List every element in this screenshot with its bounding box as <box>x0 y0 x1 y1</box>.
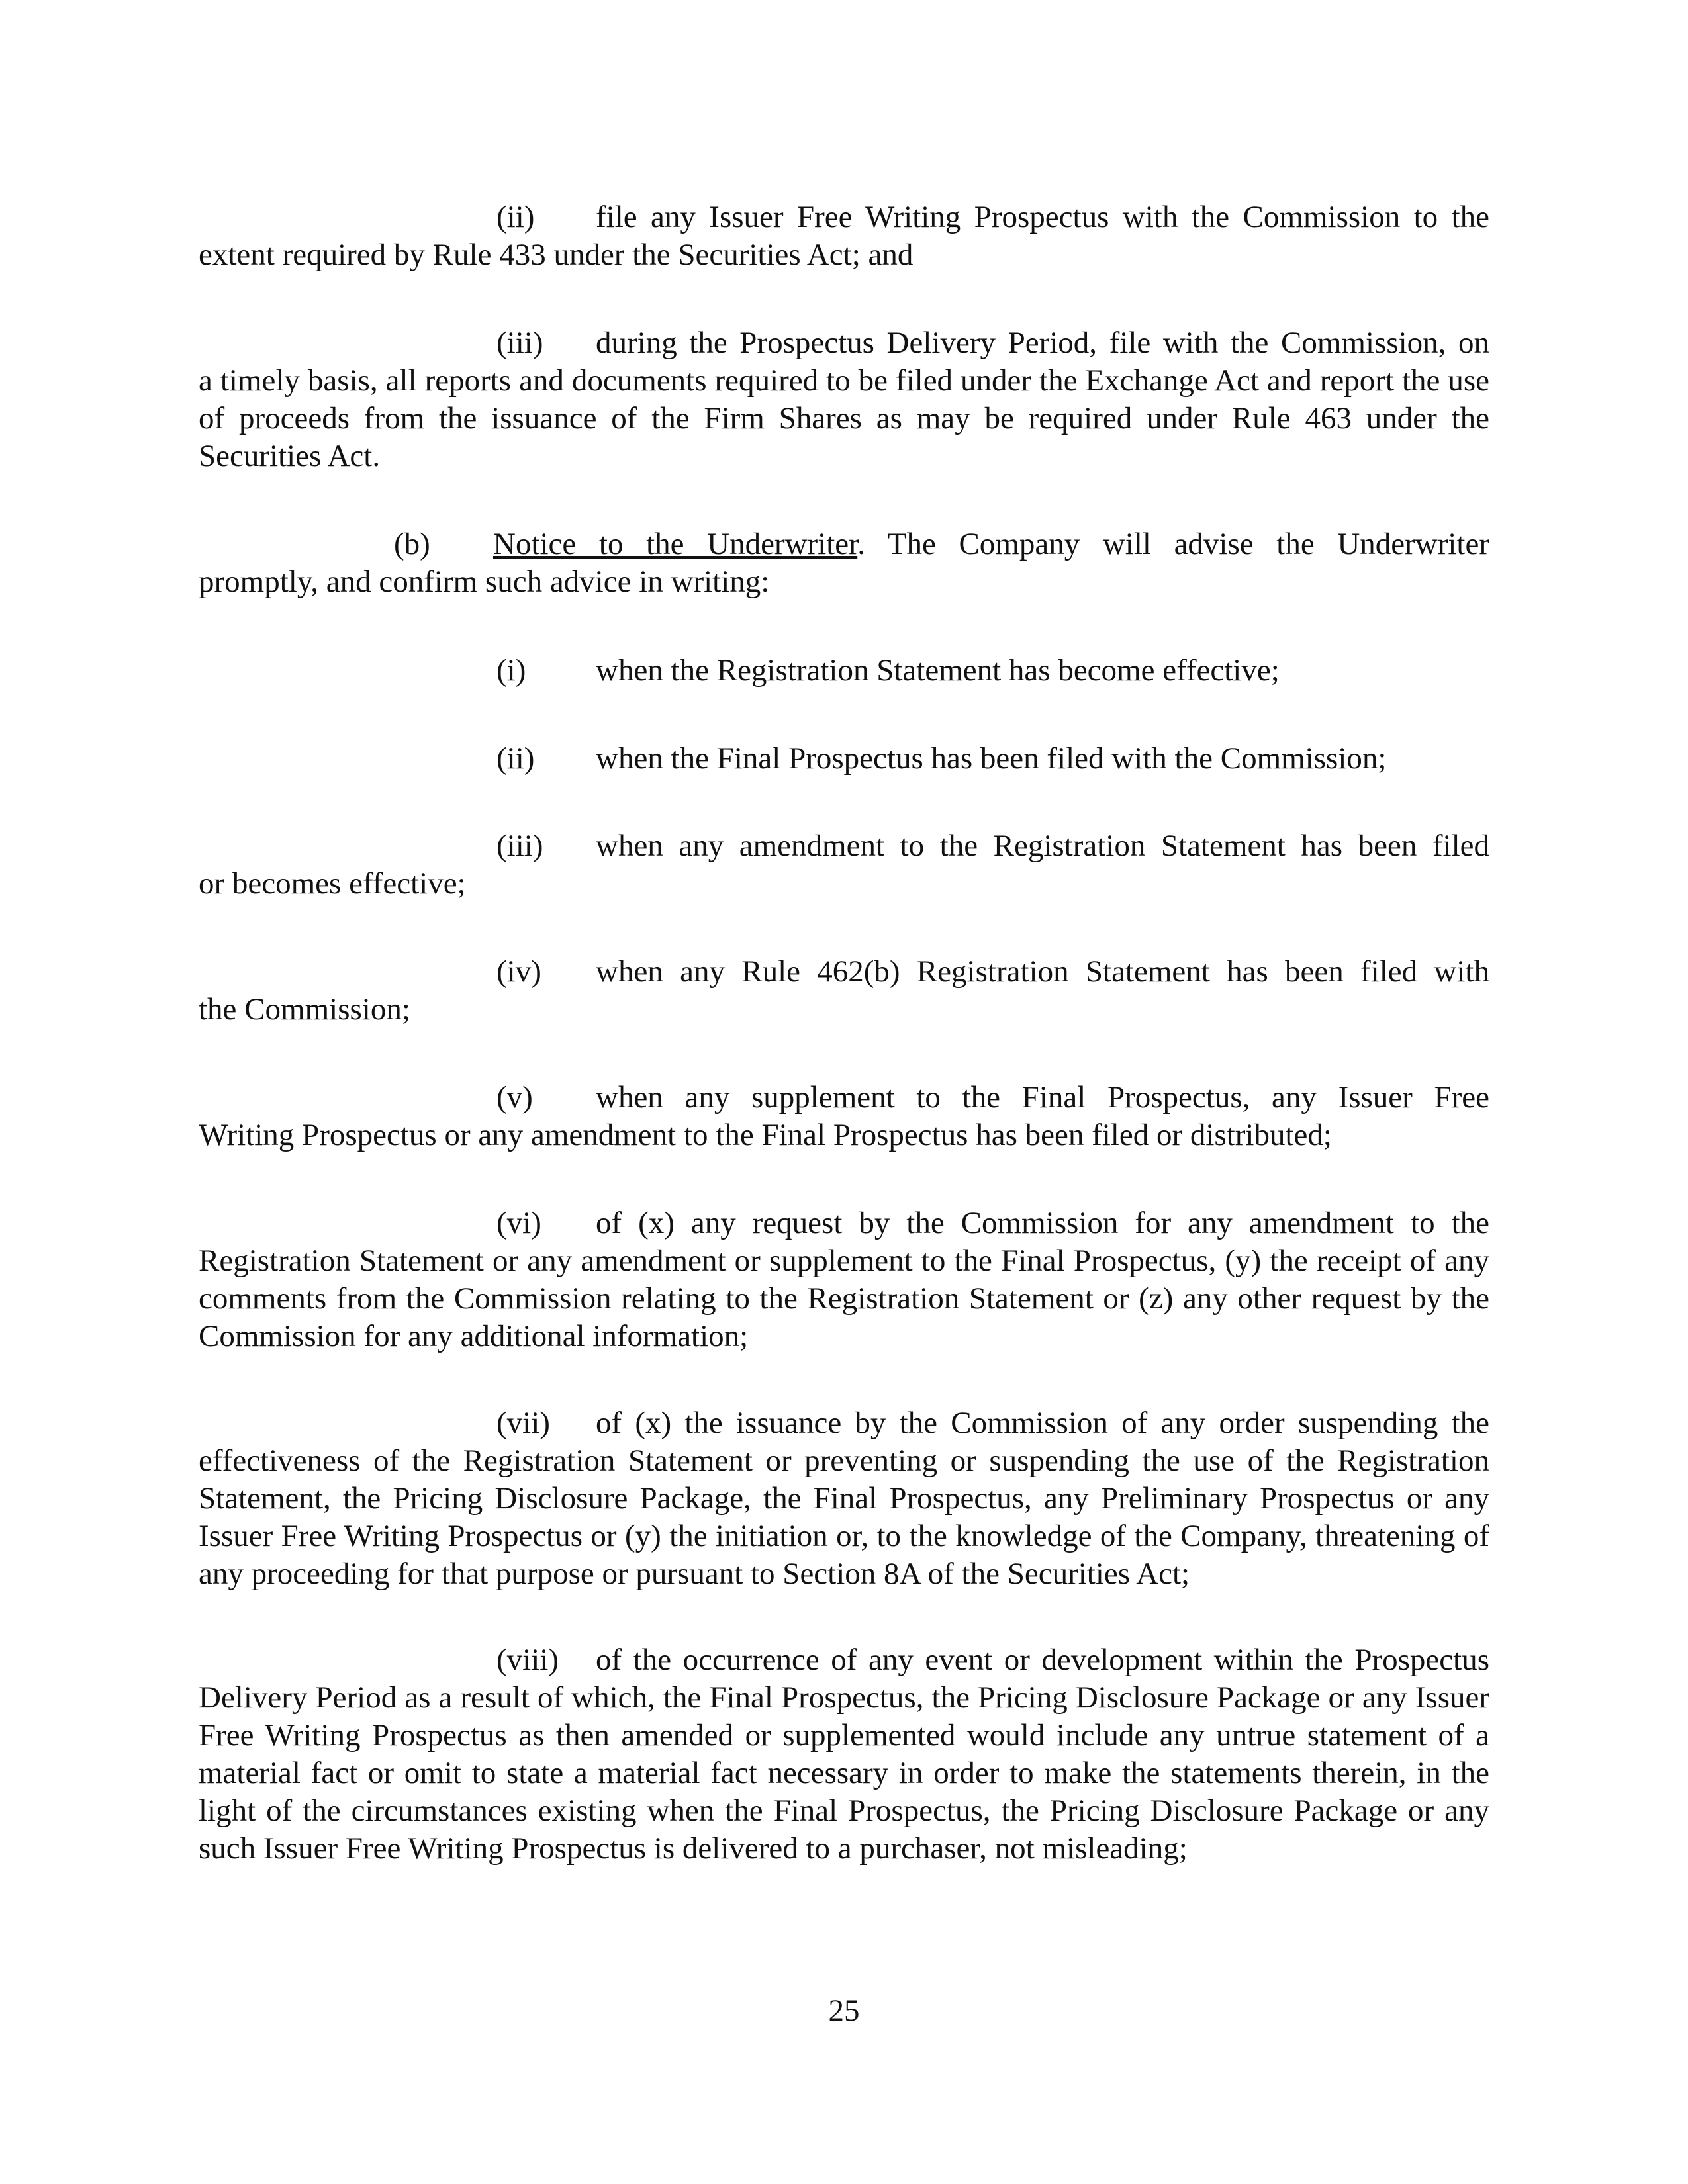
clause-text-line1: when any Rule 462(b) Registration Statement has been filed with <box>596 954 1489 989</box>
clause-text-rest: extent required by Rule 433 under the Securities Act; and <box>199 238 914 272</box>
clause-text-rest: Delivery Period as a result of which, the Final Prospectus, the Pricing Disclosure Package or any Issuer Free Writing Prospectus as then amended or supplemented would include any untrue statement of a material fact or omit to state a material fact necessary in order to make the statements therein, in the light of the circumstances existing when the Final Prospectus, the Pricing Disclosure Package or any such Issuer Free Writing Prospectus is delivered to a purchaser, not misleading; <box>199 1680 1489 1866</box>
clause-text-line1: of (x) the issuance by the Commission of any order suspending the <box>596 1406 1489 1440</box>
clause-text-line1: when any supplement to the Final Prospectus, any Issuer Free <box>596 1080 1489 1115</box>
clause-b-vii <box>199 1404 1489 1593</box>
clause-text-rest: Writing Prospectus or any amendment to the Final Prospectus has been filed or distributed; <box>199 1118 1332 1152</box>
clause-text-line1: when any amendment to the Registration Statement has been filed <box>596 829 1489 863</box>
clause-text-line1: of the occurrence of any event or development within the Prospectus <box>596 1643 1489 1677</box>
section-heading: Notice to the Underwriter <box>493 527 858 561</box>
clause-b-viii <box>199 1641 1489 1868</box>
section-marker: (b) <box>394 527 430 561</box>
section-text-rest: promptly, and confirm such advice in writing: <box>199 565 770 599</box>
clause-marker: (iii) <box>496 829 543 863</box>
clause-b-ii <box>199 740 1489 778</box>
clause-marker: (iv) <box>496 954 541 989</box>
clause-text: when the Registration Statement has become effective; <box>596 653 1280 688</box>
clause-b-i <box>199 652 1489 690</box>
clause-text-rest: Registration Statement or any amendment or supplement to the Final Prospectus, (y) the receipt of any comments from the Commission relating to the Registration Statement or (z) any other request by the Commission for any additional information; <box>199 1244 1489 1353</box>
clause-a-iii <box>199 324 1489 475</box>
clause-marker: (iii) <box>496 326 543 360</box>
clause-marker: (viii) <box>496 1643 559 1677</box>
clause-b-vi <box>199 1205 1489 1355</box>
clause-marker: (ii) <box>496 741 535 776</box>
section-b <box>199 525 1489 601</box>
clause-marker: (vii) <box>496 1406 550 1440</box>
clause-text-rest: a timely basis, all reports and documents required to be filed under the Exchange Act and report the use of proceeds from the issuance of the Firm Shares as may be required under Rule 463 under the Securities Act. <box>199 363 1489 473</box>
clause-text-line1: file any Issuer Free Writing Prospectus with the Commission to the <box>596 200 1489 234</box>
clause-a-ii <box>199 199 1489 274</box>
clause-b-v <box>199 1079 1489 1154</box>
clause-marker: (vi) <box>496 1206 541 1240</box>
clause-marker: (i) <box>496 653 526 688</box>
clause-marker: (v) <box>496 1080 533 1115</box>
section-text-line1: . The Company will advise the Underwriter <box>857 527 1489 561</box>
clause-text-rest: or becomes effective; <box>199 866 466 901</box>
clause-text: when the Final Prospectus has been filed with the Commission; <box>596 741 1387 776</box>
clause-b-iv <box>199 953 1489 1028</box>
clause-marker: (ii) <box>496 200 535 234</box>
clause-b-iii <box>199 827 1489 903</box>
clause-text-rest: effectiveness of the Registration Statement or preventing or suspending the use of the Registration Statement, the Pricing Disclosure Package, the Final Prospectus, any Preliminary Prospectus or any Issuer Free Writing Prospectus or (y) the initiation or, to the knowledge of the Company, threatening of any proceeding for that purpose or pursuant to Section 8A of the Securities Act; <box>199 1443 1489 1591</box>
clause-text-line1: of (x) any request by the Commission for any amendment to the <box>596 1206 1489 1240</box>
clause-text-line1: during the Prospectus Delivery Period, file with the Commission, on <box>596 326 1489 360</box>
clause-text-rest: the Commission; <box>199 992 410 1026</box>
page-number: 25 <box>828 1993 860 2028</box>
